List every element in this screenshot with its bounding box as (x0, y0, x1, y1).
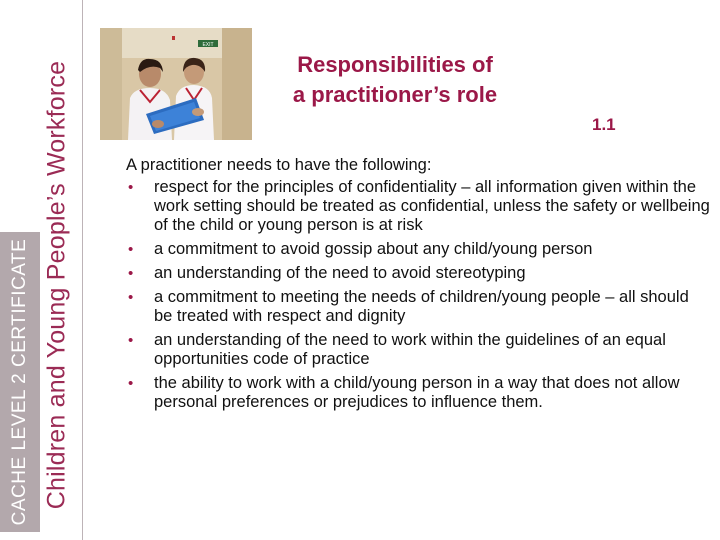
sidebar-certificate-label: CACHE LEVEL 2 CERTIFICATE (9, 238, 30, 526)
section-number: 1.1 (592, 115, 616, 134)
exit-sign-text: EXIT (202, 42, 214, 48)
list-item (126, 264, 710, 283)
list-item-text: respect for the principles of confidentiality – all information given within the work setting should be treated as confidential, unless the safety or wellbeing of the child or young person is at risk (154, 178, 710, 234)
intro-text: A practitioner needs to have the following: (126, 156, 432, 174)
list-item (126, 178, 710, 235)
sidebar-course-title: Children and Young People’s Workforce (42, 60, 71, 510)
sidebar-divider (82, 0, 83, 540)
list-item-text: an understanding of the need to work within the guidelines of an equal opportunities code of practice (154, 331, 666, 368)
list-item-text: the ability to work with a child/young person in a way that does not allow personal preferences or prejudices to influence them. (154, 374, 680, 411)
list-item-text: an understanding of the need to avoid stereotyping (154, 264, 526, 282)
list-item-text: a commitment to avoid gossip about any child/young person (154, 240, 593, 258)
list-item (126, 288, 710, 326)
list-item (126, 331, 710, 369)
slide-body (126, 156, 710, 417)
bullet-icon: • (128, 289, 134, 306)
bullet-icon: • (128, 179, 134, 196)
nurses-photo (100, 28, 252, 140)
slide-title-line-2: a practitioner’s role (292, 82, 498, 107)
responsibilities-list (126, 178, 710, 412)
list-item (126, 374, 710, 412)
bullet-icon: • (128, 265, 134, 282)
slide-title-line-1: Responsibilities of (297, 52, 493, 77)
slide-title (250, 50, 540, 110)
list-item (126, 240, 710, 259)
bullet-icon: • (128, 332, 134, 349)
bullet-icon: • (128, 375, 134, 392)
list-item-text: a commitment to meeting the needs of children/young people – all should be treated with respect and dignity (154, 288, 689, 325)
bullet-icon: • (128, 241, 134, 258)
